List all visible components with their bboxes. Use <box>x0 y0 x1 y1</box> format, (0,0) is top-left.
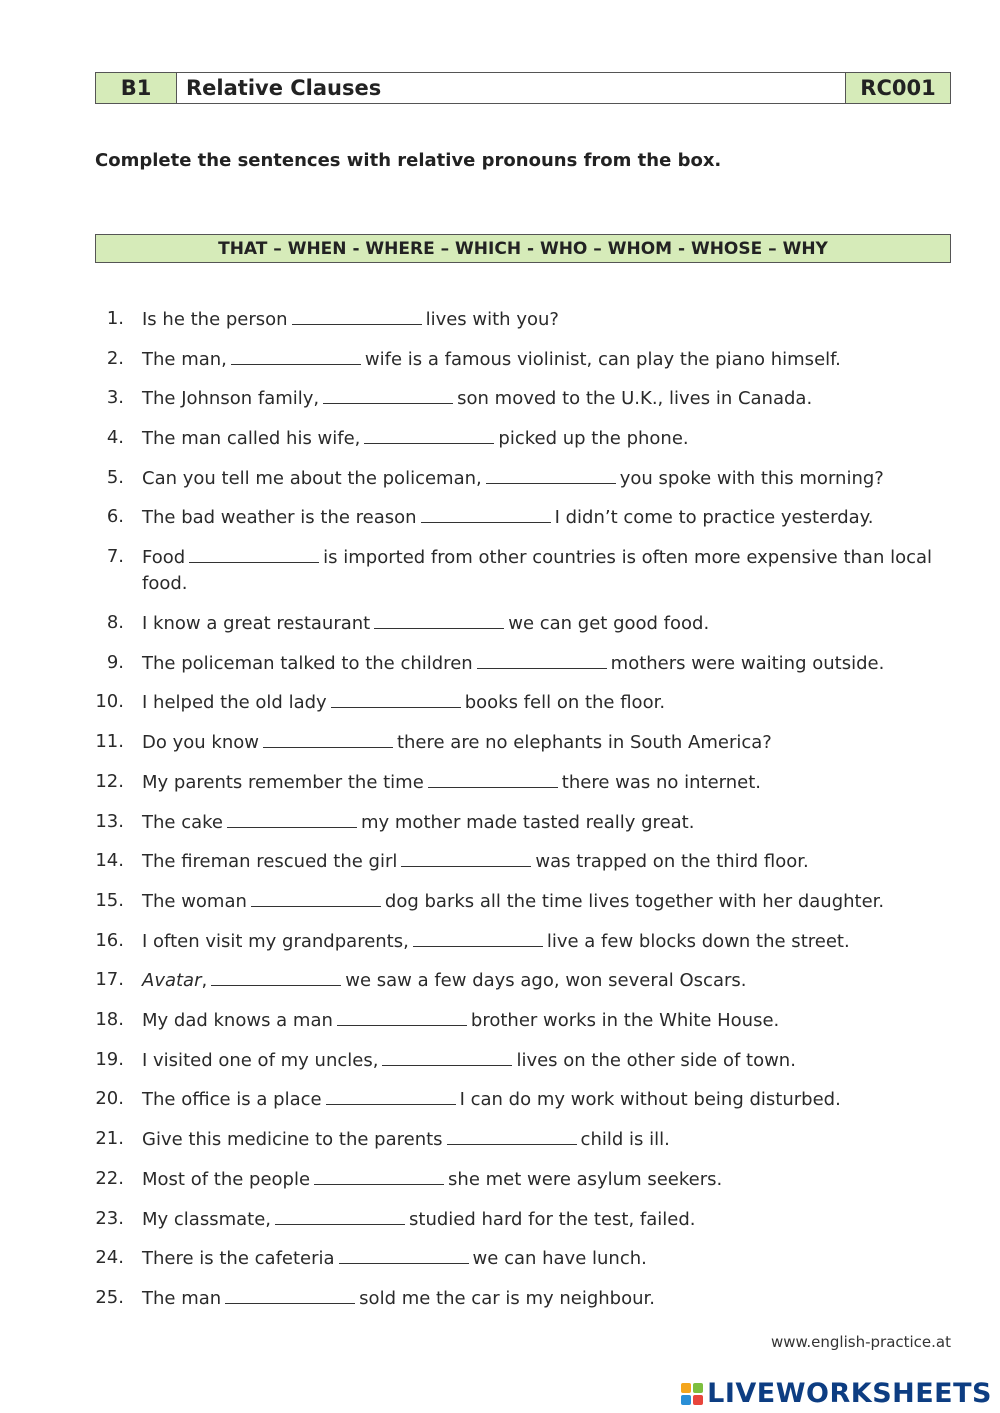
question-text <box>142 1206 942 1233</box>
answer-blank[interactable] <box>382 1047 512 1066</box>
question-text <box>142 544 942 597</box>
answer-blank[interactable] <box>401 848 531 867</box>
answer-blank[interactable] <box>339 1245 469 1264</box>
question-text-after: brother works in the White House. <box>470 1010 780 1031</box>
question-text-before: Most of the people <box>142 1169 311 1190</box>
brand-name: LIVEWORKSHEETS <box>707 1378 992 1409</box>
question-text <box>142 306 942 333</box>
answer-blank[interactable] <box>211 967 341 986</box>
question-text-after: we saw a few days ago, won several Oscars. <box>345 970 747 991</box>
answer-blank[interactable] <box>428 769 558 788</box>
question-number: 1. <box>106 308 124 329</box>
question-text-before: My dad knows a man <box>142 1010 333 1031</box>
question-text <box>142 1285 942 1312</box>
answer-blank[interactable] <box>477 650 607 669</box>
question-text-after: child is ill. <box>580 1129 670 1150</box>
question-text <box>142 346 942 373</box>
question-text <box>142 729 942 756</box>
answer-blank[interactable] <box>189 544 319 563</box>
question-text <box>142 425 942 452</box>
question-text <box>142 650 942 677</box>
question-number: 19. <box>95 1049 124 1070</box>
question-number: 3. <box>106 387 124 408</box>
question-text-before: The man called his wife, <box>142 428 361 449</box>
question-number: 20. <box>95 1088 124 1109</box>
question-text <box>142 888 942 915</box>
answer-blank[interactable] <box>374 610 504 629</box>
question-text <box>142 385 942 412</box>
answer-blank[interactable] <box>337 1007 467 1026</box>
question-number: 14. <box>95 850 124 871</box>
question-number: 18. <box>95 1009 124 1030</box>
question-number: 2. <box>106 348 124 369</box>
question-text-before: Food <box>142 547 186 568</box>
question-text-after: there was no internet. <box>561 772 762 793</box>
question-text-before: My parents remember the time <box>142 772 424 793</box>
question-number: 15. <box>95 890 124 911</box>
question-number: 24. <box>95 1247 124 1268</box>
question-text <box>142 809 942 836</box>
question-text-after: wife is a famous violinist, can play the piano himself. <box>364 349 841 370</box>
question-text-after: lives on the other side of town. <box>516 1050 796 1071</box>
answer-blank[interactable] <box>323 385 453 404</box>
question-text-before: The office is a place <box>142 1089 322 1110</box>
question-text-before: The woman <box>142 891 247 912</box>
question-text-before: I helped the old lady <box>142 692 327 713</box>
answer-blank[interactable] <box>227 809 357 828</box>
answer-blank[interactable] <box>263 729 393 748</box>
question-text-after: was trapped on the third floor. <box>535 851 809 872</box>
question-text <box>142 504 942 531</box>
answer-blank[interactable] <box>413 928 543 947</box>
question-text-after: is imported from other countries is often more expensive than local food. <box>142 547 933 594</box>
question-text-after: mothers were waiting outside. <box>610 653 885 674</box>
question-text-before: My classmate, <box>142 1209 272 1230</box>
question-text-before: Is he the person <box>142 309 288 330</box>
question-text <box>142 848 942 875</box>
question-text-before: I visited one of my uncles, <box>142 1050 379 1071</box>
question-number: 17. <box>95 969 124 990</box>
question-text-after: you spoke with this morning? <box>619 468 884 489</box>
question-number: 22. <box>95 1168 124 1189</box>
question-text-after: books fell on the floor. <box>464 692 666 713</box>
answer-blank[interactable] <box>486 465 616 484</box>
question-text-after: live a few blocks down the street. <box>546 931 850 952</box>
question-text-after: we can get good food. <box>508 613 710 634</box>
question-text <box>142 689 942 716</box>
question-text-before: There is the cafeteria <box>142 1248 335 1269</box>
question-text-before: The fireman rescued the girl <box>142 851 398 872</box>
answer-blank[interactable] <box>421 504 551 523</box>
question-text <box>142 967 942 994</box>
question-text-after: son moved to the U.K., lives in Canada. <box>457 388 813 409</box>
answer-blank[interactable] <box>275 1206 405 1225</box>
question-text <box>142 1007 942 1034</box>
question-text <box>142 1166 942 1193</box>
question-number: 13. <box>95 811 124 832</box>
question-text-before: The policeman talked to the children <box>142 653 473 674</box>
question-text-after: there are no elephants in South America? <box>396 732 772 753</box>
answer-blank[interactable] <box>331 689 461 708</box>
question-text-after: sold me the car is my neighbour. <box>359 1288 655 1309</box>
question-text-before: The man <box>142 1288 222 1309</box>
question-text-before: The cake <box>142 812 223 833</box>
question-text-before: The man, <box>142 349 227 370</box>
liveworksheets-brand <box>681 1378 992 1409</box>
answer-blank[interactable] <box>251 888 381 907</box>
question-number: 7. <box>106 546 124 567</box>
answer-blank[interactable] <box>225 1285 355 1304</box>
question-number: 11. <box>95 731 124 752</box>
question-number: 6. <box>106 506 124 527</box>
question-number: 5. <box>106 467 124 488</box>
question-text-after: I didn’t come to practice yesterday. <box>554 507 874 528</box>
answer-blank[interactable] <box>326 1086 456 1105</box>
question-text-after: picked up the phone. <box>498 428 689 449</box>
worksheet-code: RC001 <box>846 73 950 103</box>
word-box: THAT – WHEN - WHERE – WHICH - WHO – WHOM - WHOSE – WHY <box>95 234 951 263</box>
question-text-after: dog barks all the time lives together with her daughter. <box>384 891 885 912</box>
question-text <box>142 928 942 955</box>
question-text-after: my mother made tasted really great. <box>360 812 695 833</box>
question-number: 25. <box>95 1287 124 1308</box>
question-text <box>142 769 942 796</box>
question-text-before: The bad weather is the reason <box>142 507 417 528</box>
question-text <box>142 1086 942 1113</box>
question-text-after: she met were asylum seekers. <box>448 1169 723 1190</box>
level-label: B1 <box>96 73 177 103</box>
answer-blank[interactable] <box>292 306 422 325</box>
worksheet-title: Relative Clauses <box>177 73 846 103</box>
question-text-before: The Johnson family, <box>142 388 320 409</box>
question-number: 16. <box>95 930 124 951</box>
question-text-after: we can have lunch. <box>472 1248 647 1269</box>
question-text-before: I often visit my grandparents, <box>142 931 409 952</box>
instruction-text: Complete the sentences with relative pronouns from the box. <box>95 150 722 171</box>
question-text-before: Can you tell me about the policeman, <box>142 468 482 489</box>
question-text <box>142 465 942 492</box>
question-text-after: lives with you? <box>425 309 559 330</box>
answer-blank[interactable] <box>447 1126 577 1145</box>
question-text <box>142 1126 942 1153</box>
question-text <box>142 1047 942 1074</box>
liveworksheets-logo-icon <box>681 1383 703 1405</box>
question-text-after: studied hard for the test, failed. <box>409 1209 696 1230</box>
question-number: 23. <box>95 1208 124 1229</box>
footer-url: www.english-practice.at <box>770 1333 951 1351</box>
question-number: 12. <box>95 771 124 792</box>
answer-blank[interactable] <box>231 346 361 365</box>
question-text-before: Do you know <box>142 732 259 753</box>
question-number: 10. <box>95 691 124 712</box>
question-number: 4. <box>106 427 124 448</box>
question-text <box>142 1245 942 1272</box>
answer-blank[interactable] <box>314 1166 444 1185</box>
question-number: 9. <box>106 652 124 673</box>
question-text-after: I can do my work without being disturbed. <box>459 1089 841 1110</box>
question-text-before: Give this medicine to the parents <box>142 1129 443 1150</box>
question-text <box>142 610 942 637</box>
question-text-before: Avatar, <box>142 970 208 991</box>
question-number: 21. <box>95 1128 124 1149</box>
worksheet-header <box>95 72 951 104</box>
question-text-before: I know a great restaurant <box>142 613 371 634</box>
answer-blank[interactable] <box>364 425 494 444</box>
question-number: 8. <box>106 612 124 633</box>
